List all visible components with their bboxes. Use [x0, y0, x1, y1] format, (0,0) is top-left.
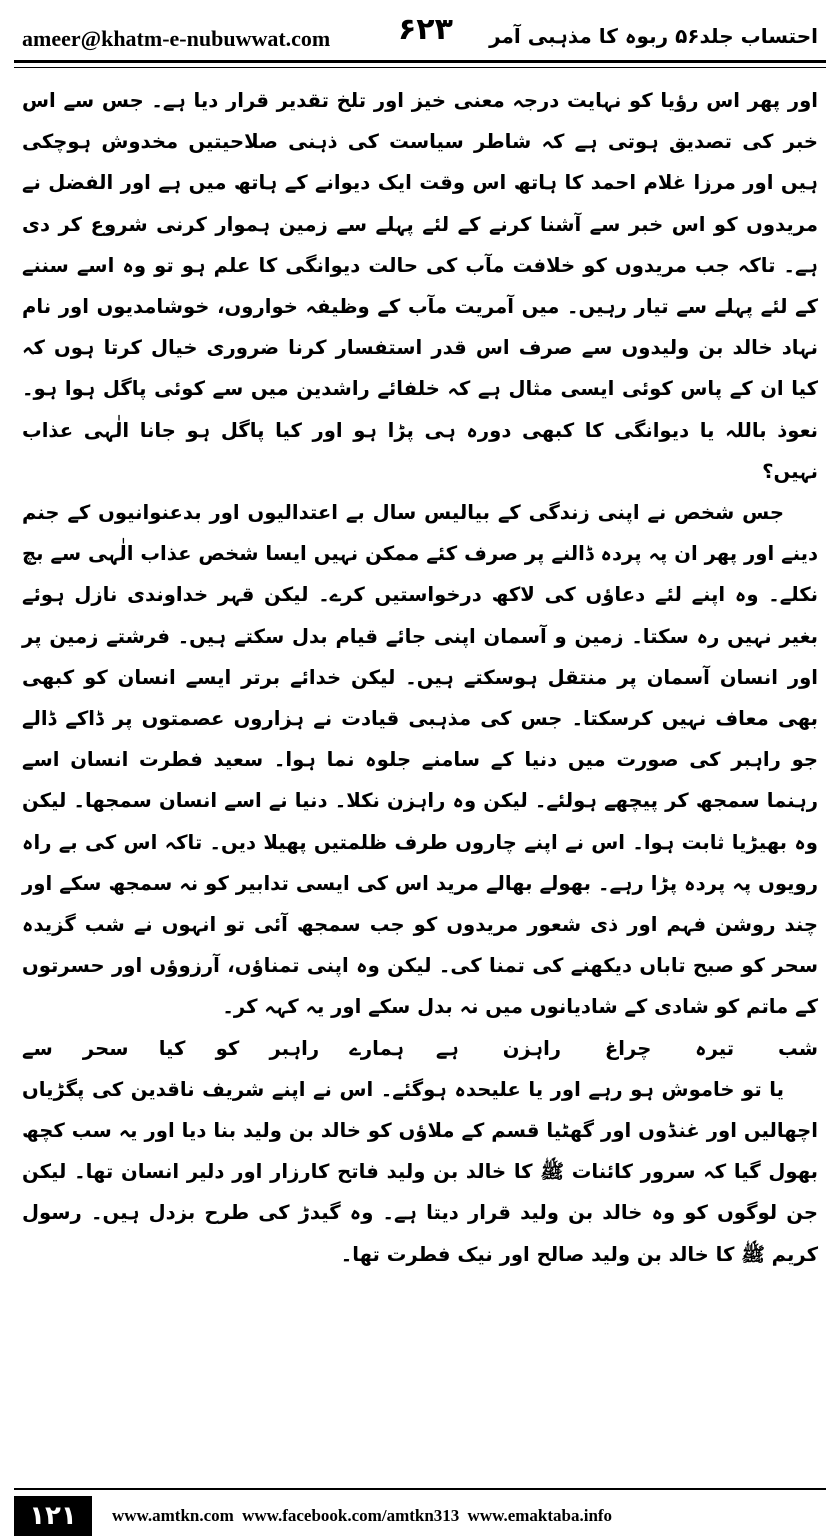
couplet-right-hemistich: شب تیرہ چراغ راہزن ہے	[435, 1036, 818, 1060]
paragraph-2: جس شخص نے اپنی زندگی کے بیالیس سال بے اعتدالیوں اور بدعنوانیوں کے جنم دینے اور پھر ان پہ پردہ ڈالنے پر صرف کئے ممکن نہیں ایسا شخص عذاب الٰہی سے بچ نکلے۔ وہ اپنے لئے دعاؤں کی لاکھ درخواستیں کرے۔ لیکن قہر خداوندی نازل ہوئے بغیر نہیں رہ سکتا۔ زمین و آسمان اپنی جائے قیام بدل سکتے ہیں۔ فرشتے زمین پر اور انسان آسمان پر منتقل ہوسکتے ہیں۔ لیکن خدائے برتر ایسے انسان کو کبھی بھی معاف نہیں کرسکتا۔ جس کی مذہبی قیادت نے ہزاروں عصمتوں پر ڈاکے ڈالے جو راہبر کی صورت میں دنیا کے سامنے جلوہ نما ہوا۔ سعید فطرت انسان اسے رہنما سمجھ کر پیچھے ہولئے۔ لیکن وہ راہزن نکلا۔ دنیا نے اسے انسان سمجھا۔ لیکن وہ بھیڑیا ثابت ہوا۔ اس نے اپنے چاروں طرف ظلمتیں پھیلا دیں۔ تاکہ اس کی بے راہ رویوں پہ پردہ پڑا رہے۔ بھولے بھالے مرید اس کی ایسی تدابیر کو نہ سمجھ سکے اور چند روشن فہم اور ذی شعور مریدوں کو جب سمجھ آئی تو انہوں نے شب گزیدہ سحر کو صبح تاباں دیکھنے کی تمنا کی۔ لیکن وہ اپنی تمناؤں، آرزوؤں اور حسرتوں کے ماتم کو شادی کے شادیانوں میں نہ بدل سکے اور یہ کہہ کر۔	[22, 501, 818, 1019]
poetry-couplet	[22, 1028, 818, 1069]
footer-links: www.amtkn.com www.facebook.com/amtkn313 www.emaktaba.info	[112, 1506, 613, 1525]
footer-page-label: ۱۲۱	[14, 1496, 92, 1536]
couplet-left-hemistich: ہمارے راہبر کو کیا سحر سے	[22, 1036, 405, 1060]
footer-rule	[14, 1488, 826, 1490]
header-email: ameer@khatm-e-nubuwwat.com	[22, 26, 331, 51]
header-title: احتساب جلد۵۶ ربوہ کا مذہبی آمر	[489, 24, 818, 48]
page-header	[14, 8, 826, 68]
header-rule	[14, 60, 826, 63]
paragraph-3: یا تو خاموش ہو رہے اور یا علیحدہ ہوگئے۔ اس نے اپنے شریف ناقدین کی پگڑیاں اچھالیں اور غنڈوں اور گھٹیا قسم کے ملاؤں کو خالد بن ولید بنا دیا اور یہ سب کچھ بھول گیا کہ سرور کائنات ﷺ کا خالد بن ولید فاتح کارزار اور دلیر انسان تھا۔ لیکن جن لوگوں کو وہ خالد بن ولید قرار دیتا ہے۔ وہ گیدڑ کی طرح بزدل ہیں۔ رسول کریم ﷺ کا خالد بن ولید صالح اور نیک فطرت تھا۔	[22, 1077, 818, 1266]
paragraph-1: اور پھر اس رؤیا کو نہایت درجہ معنی خیز اور تلخ تقدیر قرار دیا ہے۔ جس سے اس خبر کی تصدیق ہوتی ہے کہ شاطر سیاست کی ذہنی صلاحیتیں مخدوش ہوچکی ہیں اور مرزا غلام احمد کا ہاتھ اس وقت ایک دیوانے کے ہاتھ میں ہے اور الفضل نے مریدوں کو اس خبر سے آشنا کرنے کے لئے پہلے سے زمین ہموار کرنی شروع کر دی ہے۔ تاکہ جب مریدوں کو خلافت مآب کی حالت دیوانگی کا علم ہو تو وہ اسے سننے کے لئے پہلے سے تیار رہیں۔ میں آمریت مآب کے وظیفہ خواروں، خوشامدیوں اور نام نہاد خالد بن ولیدوں سے صرف اس قدر استفسار کرنا ضروری خیال کرتا ہوں کہ کیا ان کے پاس کوئی ایسی مثال ہے کہ خلفائے راشدین میں سے کوئی پاگل ہوا ہو۔ نعوذ باللہ یا دیوانگی کا کبھی دورہ ہی پڑا ہو اور کیا پاگل ہو جانا الٰہی عذاب نہیں؟	[22, 89, 818, 483]
page-body	[22, 80, 818, 1410]
header-rule-thin	[14, 67, 826, 68]
header-page-number: ۶۲۳	[398, 12, 453, 47]
